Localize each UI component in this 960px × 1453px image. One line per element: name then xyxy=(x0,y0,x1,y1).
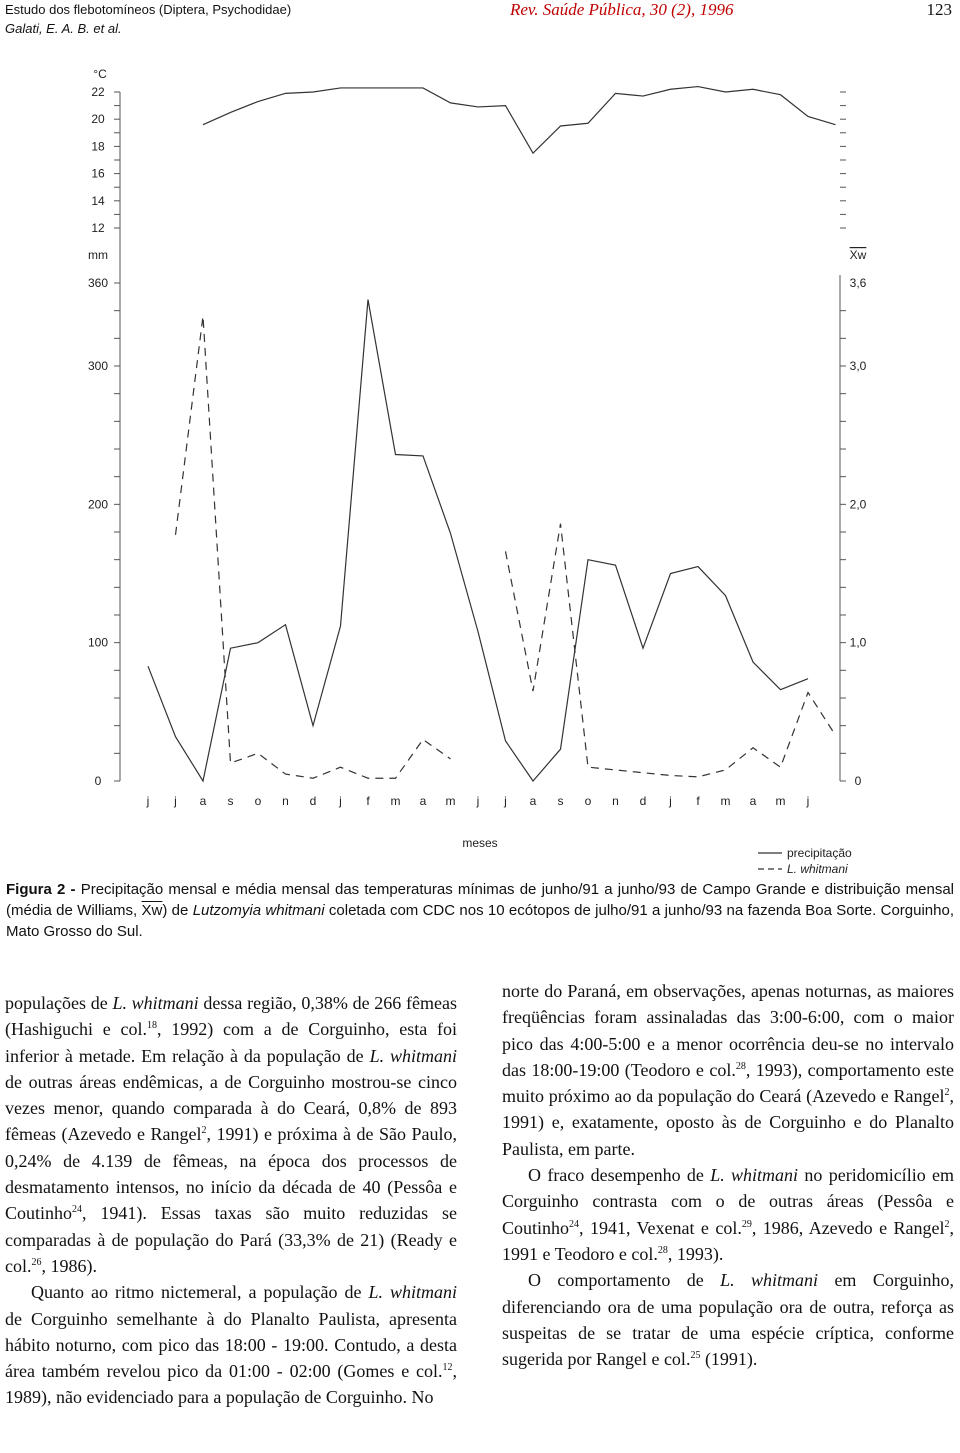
body-column-right xyxy=(502,978,954,1372)
month-tick-label: m xyxy=(720,794,731,808)
precip-tick-label: 360 xyxy=(87,276,109,290)
month-tick-label: a xyxy=(749,794,757,808)
running-header-title: Estudo dos flebotomíneos (Diptera, Psychodidae) xyxy=(5,2,292,17)
paragraph: O fraco desempenho de L. whitmani no peridomicílio em Corguinho contrasta com o de outras áreas (Pessôa e Coutinho$^{24}$, 1941, Vexenat e col.$^{29}$, 1986, Azevedo e Rangel$^2$, 1991 e Teodoro e col.$^{28}$, 1993). xyxy=(502,1165,954,1264)
month-tick-label: d xyxy=(309,794,317,808)
paragraph: norte do Paraná, em observações, apenas noturnas, as maiores freqüências foram assinaladas das 3:00-6:00, com o maior pico das 4:00-5:00 e a menor ocorrência deu-se no intervalo das 18:00-19:00 (Teodoro e col.$^{28}$, 1993), comportamento este muito próximo ao da população do Ceará (Azevedo e Rangel$^2$, 1991) e, exatamente, oposto às de Corguinho e do Planalto Paulista, em parte. xyxy=(502,981,954,1159)
month-tick-label: n xyxy=(612,794,619,808)
month-tick-label: j xyxy=(174,794,177,808)
month-tick-label: o xyxy=(254,794,262,808)
temperature-line xyxy=(203,87,836,154)
precipitation-line xyxy=(148,300,808,781)
month-tick-label: a xyxy=(529,794,537,808)
page-number: 123 xyxy=(926,0,952,19)
month-tick-label: s xyxy=(557,794,564,808)
x-axis-title: meses xyxy=(462,836,498,850)
month-tick-label: a xyxy=(199,794,207,808)
month-tick-label: j xyxy=(504,794,507,808)
precip-tick-label: 0 xyxy=(94,774,102,788)
temp-tick-label: 18 xyxy=(91,139,105,154)
month-tick-label: m xyxy=(390,794,401,808)
precip-tick-label: 200 xyxy=(87,497,109,512)
paragraph: Quanto ao ritmo nictemeral, a população de L. whitmani de Corguinho semelhante à do Planalto Paulista, apresenta hábito noturno, com pico das 18:00 - 19:00. Contudo, a desta área também revelou pico da 01:00 - 02:00 (Gomes e col.$^{12}$, 1989), não evidenciado para a população de Corguinho. No xyxy=(5,1282,457,1408)
temp-tick-label: 12 xyxy=(91,221,105,235)
month-tick-label: j xyxy=(339,794,342,808)
body-column-left xyxy=(5,990,457,1411)
whitmani-line xyxy=(506,524,836,777)
figure-2-chart xyxy=(0,55,960,876)
legend-whitmani-label: L. whitmani xyxy=(787,862,848,876)
xw-tick-label: 3,6 xyxy=(849,276,867,290)
xw-tick-label: 2,0 xyxy=(849,497,867,512)
whitmani-line xyxy=(176,316,451,778)
species-name: Lutzomyia whitmani xyxy=(192,902,325,919)
month-tick-label: m xyxy=(775,794,786,808)
month-tick-label: o xyxy=(584,794,592,808)
temp-tick-label: 14 xyxy=(91,193,105,208)
month-tick-label: f xyxy=(696,794,700,808)
month-tick-label: n xyxy=(282,794,289,808)
xw-tick-label: 3,0 xyxy=(849,359,867,373)
month-tick-label: a xyxy=(419,794,427,808)
xw-unit-label: Xw xyxy=(849,248,867,262)
month-tick-label: j xyxy=(669,794,672,808)
running-header-authors: Galati, E. A. B. et al. xyxy=(5,21,122,36)
precip-tick-label: 300 xyxy=(87,359,109,373)
temp-unit-label: °C xyxy=(93,67,107,81)
month-tick-label: f xyxy=(366,794,370,808)
temp-tick-label: 16 xyxy=(91,166,105,181)
xw-tick-label: 0 xyxy=(854,774,862,788)
figure-caption: Figura 2 - Precipitação mensal e média mensal das temperaturas mínimas de junho/91 a junho/93 de Campo Grande e distribuição mensal (média de Williams, $\overline{Xw}$) de Lutzomyia whitmani coletada com CDC nos 10 ecótopos de julho/91 a junho/93 na fazenda Boa Sorte. Corguinho, Mato Grosso do Sul. xyxy=(6,881,955,940)
temp-tick-label: 20 xyxy=(91,112,105,127)
running-header-left xyxy=(5,0,291,38)
paragraph: O comportamento de L. whitmani em Corguinho, diferenciando ora de uma população ora de outra, reforça as suspeitas de se tratar de uma espécie críptica, conforme sugerida por Rangel e col.$^{25}$ (1991). xyxy=(502,1270,954,1370)
month-tick-label: j xyxy=(146,794,150,808)
paragraph: populações de L. whitmani dessa região, 0,38% de 266 fêmeas (Hashiguchi e col.$^{18}$, 1992) com a de Corguinho, esta foi inferior à metade. Em relação à da população de L. whitmani de outras áreas endêmicas, a de Corguinho mostrou-se cinco vezes menor, quando comparada à do Ceará, 0,8% de 893 fêmeas (Azevedo e Rangel$^2$, 1991) e próxima à de São Paulo, 0,24% de 4.139 de fêmeas, na época dos processos de desmatamento intensos, no início da década de 40 (Pessôa e Coutinho$^{24}$, 1941). Essas taxas são muito reduzidas se comparadas à de população do Pará (33,3% de 21) (Ready e col.$^{26}$, 1986). xyxy=(5,993,457,1276)
temp-tick-label: 22 xyxy=(91,85,105,99)
month-tick-label: d xyxy=(639,794,647,808)
month-tick-label: j xyxy=(806,794,810,808)
precip-unit-label: mm xyxy=(88,248,108,262)
legend-precip-label: precipitação xyxy=(787,846,852,860)
month-tick-label: m xyxy=(445,794,456,808)
month-tick-label: j xyxy=(476,794,480,808)
month-tick-label: s xyxy=(227,794,234,808)
figure-label: Figura 2 - xyxy=(6,881,76,898)
precip-tick-label: 100 xyxy=(87,635,109,650)
xw-tick-label: 1,0 xyxy=(849,635,867,650)
journal-reference: Rev. Saúde Pública, 30 (2), 1996 xyxy=(510,0,734,19)
